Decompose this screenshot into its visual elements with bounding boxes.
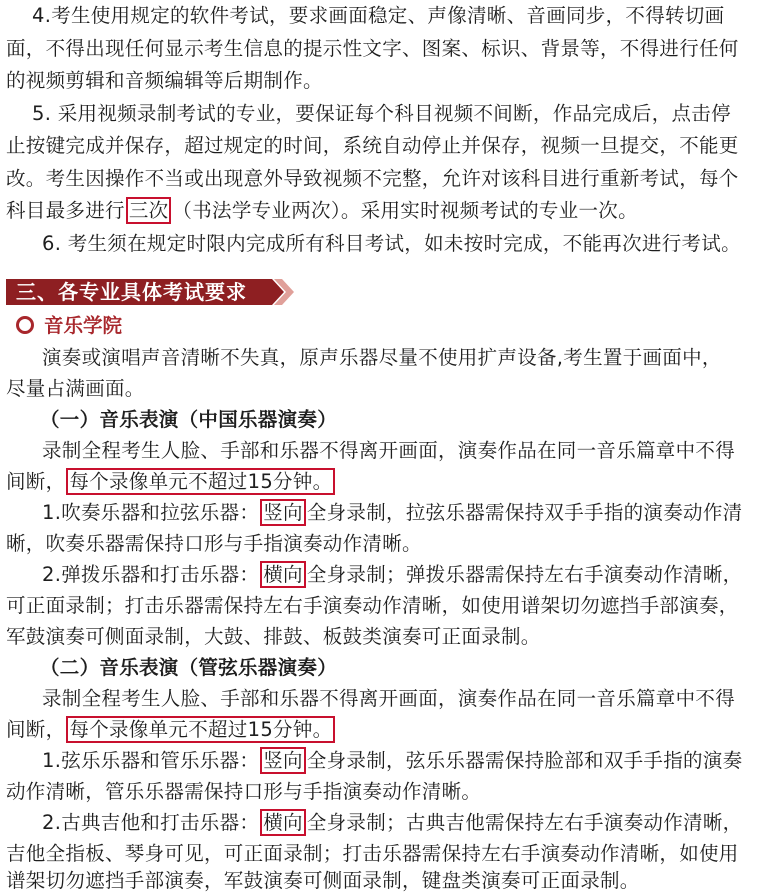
rule-4-line-2: 面，不得出现任何显示考生信息的提示性文字、图案、标识、背景等，不得进行任何	[6, 37, 739, 60]
part-1-item-1-line-1	[42, 498, 742, 528]
part-2-desc-line-2	[6, 715, 336, 745]
part-1-item-2-line-2: 可正面录制；打击乐器需保持左右手演奏动作清晰，如使用谱架切勿遮挡手部演奏，	[6, 594, 739, 617]
circle-icon	[16, 316, 34, 334]
part-1-item-1-pre: 1.吹奏乐器和拉弦乐器：	[42, 501, 260, 524]
part-1-item-2-post: 全身录制；弹拨乐器需保持左右手演奏动作清晰，	[306, 563, 743, 586]
part-1-item-2-line-1	[42, 560, 742, 590]
part-2-item-2-pre: 2.古典吉他和打击乐器：	[42, 811, 260, 834]
highlight-box: 横向	[260, 809, 306, 836]
highlight-box: 竖向	[260, 499, 306, 526]
part-2-item-2-post: 全身录制；古典吉他需保持左右手演奏动作清晰，	[306, 811, 743, 834]
part-1-item-2-line-3: 军鼓演奏可侧面录制，大鼓、排鼓、板鼓类演奏可正面录制。	[6, 625, 541, 648]
rule-5-post: （书法学专业两次）。采用实时视频考试的专业一次。	[172, 199, 638, 222]
part-2-title: （二）音乐表演（管弦乐器演奏）	[40, 656, 338, 679]
part-2-item-1-post: 全身录制，弦乐乐器需保持脸部和双手手指的演奏	[306, 749, 743, 772]
part-2-desc-line-1: 录制全程考生人脸、手部和乐器不得离开画面，演奏作品在同一音乐篇章中不得	[42, 687, 736, 710]
highlight-box: 竖向	[260, 747, 306, 774]
part-2-desc-pre: 间断，	[6, 718, 66, 741]
rule-4-line-3: 的视频剪辑和音频编辑等后期制作。	[6, 69, 323, 92]
part-2-item-1-line-1	[42, 746, 742, 776]
highlight-box: 每个录像单元不超过15分钟。	[66, 468, 335, 495]
part-2-item-2-line-2: 吉他全指板、琴身可见，可正面录制；打击乐器需保持左右手演奏动作清晰，如使用	[6, 842, 739, 865]
intro-line-2: 尽量占满画面。	[6, 377, 145, 400]
intro-line-1: 演奏或演唱声音清晰不失真，原声乐器尽量不使用扩声设备,考生置于画面中，	[42, 346, 722, 369]
part-1-item-2-pre: 2.弹拨乐器和打击乐器：	[42, 563, 260, 586]
part-1-desc-line-1: 录制全程考生人脸、手部和乐器不得离开画面，演奏作品在同一音乐篇章中不得	[42, 439, 736, 462]
rule-5-line-1: 5. 采用视频录制考试的专业，要保证每个科目视频不间断，作品完成后，点击停	[32, 102, 731, 125]
part-1-item-1-line-2: 晰，吹奏乐器需保持口形与手指演奏动作清晰。	[6, 532, 422, 555]
rule-5-line-3: 改。考生因操作不当或出现意外导致视频不完整，允许对该科目进行重新考试，每个	[6, 167, 739, 190]
college-subhead	[16, 311, 122, 341]
highlight-box: 横向	[260, 561, 306, 588]
college-title: 音乐学院	[44, 314, 123, 337]
part-2-item-2-line-1	[42, 808, 742, 838]
part-1-desc-pre: 间断，	[6, 470, 66, 493]
section-banner	[6, 277, 296, 307]
part-2-item-1-pre: 1.弦乐乐器和管乐乐器：	[42, 749, 260, 772]
part-1-desc-line-2	[6, 467, 336, 497]
highlight-box: 三次	[126, 197, 172, 224]
highlight-box: 每个录像单元不超过15分钟。	[66, 716, 335, 743]
rule-5-pre: 科目最多进行	[6, 199, 125, 222]
rule-5-line-4	[6, 196, 638, 226]
rule-6-line-1: 6. 考生须在规定时限内完成所有科目考试，如未按时完成，不能再次进行考试。	[42, 232, 741, 255]
section-banner-title: 三、各专业具体考试要求	[16, 280, 247, 304]
part-1-title: （一）音乐表演（中国乐器演奏）	[40, 408, 338, 431]
part-2-item-2-line-3: 谱架切勿遮挡手部演奏，军鼓演奏可侧面录制，键盘类演奏可正面录制。	[6, 869, 640, 892]
part-1-item-1-post: 全身录制，拉弦乐器需保持双手手指的演奏动作清	[306, 501, 743, 524]
rule-5-line-2: 止按键完成并保存，超过规定的时间，系统自动停止并保存，视频一旦提交，不能更	[6, 134, 739, 157]
rule-4-line-1: 4.考生使用规定的软件考试，要求画面稳定、声像清晰、音画同步，不得转切画	[32, 4, 725, 27]
part-2-item-1-line-2: 动作清晰，管乐乐器需保持口形与手指演奏动作清晰。	[6, 780, 482, 803]
